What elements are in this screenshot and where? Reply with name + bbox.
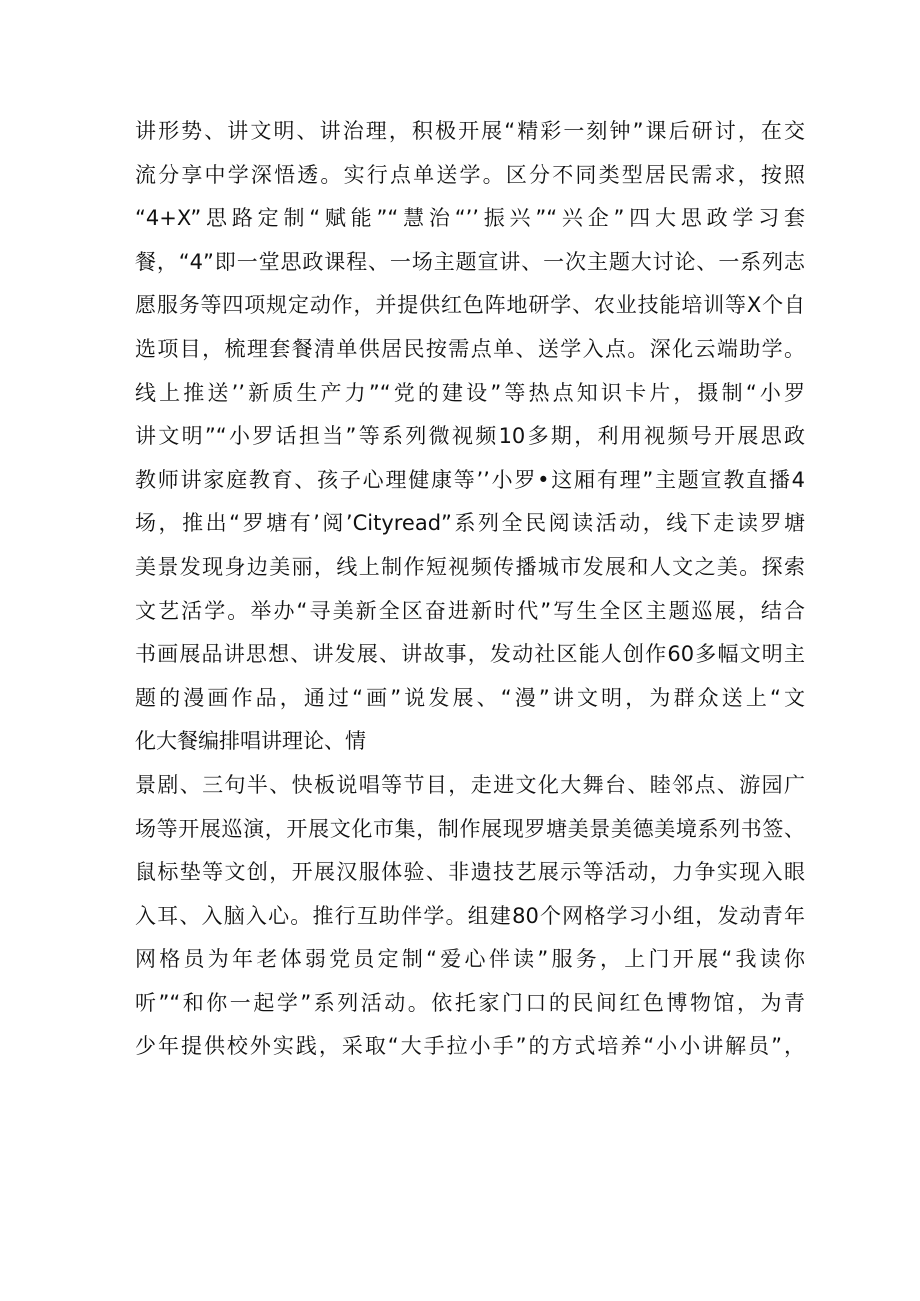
text-line: 讲形势、讲文明、讲治理，积极开展“精彩一刻钟”课后研讨，在交 [135,119,805,143]
body-text [135,110,805,1069]
text-line: 景剧、三句半、快板说唱等节目，走进文化大舞台、睦邻点、游园广 [135,772,805,797]
text-line: 场等开展巡演，开展文化市集，制作展现罗塘美景美德美境系列书签、 [135,816,805,841]
text-line: 入耳、入脑入心。推行互助伴学。组建80个网格学习小组，发动青年 [135,903,805,928]
text-line: 线上推送’’新质生产力”“党的建设”等热点知识卡片，摄制“小罗 [135,380,805,405]
text-line: 流分享中学深悟透。实行点单送学。区分不同类型居民需求，按照 [135,162,805,187]
text-line: 听”“和你一起学”系列活动。依托家门口的民间红色博物馆，为青 [135,990,805,1015]
text-line: 选项目，梳理套餐清单供居民按需点单、送学入点。深化云端助学。 [135,336,805,361]
text-line: 场，推出“罗塘有’阅’Cityread”系列全民阅读活动，线下走读罗塘 [135,511,805,536]
text-line: 题的漫画作品，通过“画”说发展、“漫”讲文明，为群众送上“文 [135,685,805,710]
text-line: 文艺活学。举办“寻美新全区奋进新时代”写生全区主题巡展，结合 [135,598,805,623]
text-line: “4+X”思路定制“赋能”“慧治“’’振兴”“兴企”四大思政学习套 [135,206,805,231]
text-line: 网格员为年老体弱党员定制“爱心伴读”服务，上门开展“我读你 [135,947,805,972]
text-line: 书画展品讲思想、讲发展、讲故事，发动社区能人创作60多幅文明主 [135,642,805,667]
text-line: 餐，“4”即一堂思政课程、一场主题宣讲、一次主题大讨论、一系列志 [135,249,805,274]
text-line: 少年提供校外实践，采取“大手拉小手”的方式培养“小小讲解员”， [135,1034,805,1059]
text-line: 讲文明”“小罗话担当”等系列微视频10多期，利用视频号开展思政 [135,424,805,449]
text-line: 教师讲家庭教育、孩子心理健康等’’小罗•这厢有理”主题宣教直播4 [135,467,805,492]
text-line: 化大餐编排唱讲理论、情 [135,729,366,754]
text-line: 鼠标垫等文创，开展汉服体验、非遗技艺展示等活动，力争实现入眼 [135,860,805,885]
text-line: 美景发现身边美丽，线上制作短视频传播城市发展和人文之美。探索 [135,554,805,579]
text-line: 愿服务等四项规定动作，并提供红色阵地研学、农业技能培训等X个自 [135,293,805,318]
